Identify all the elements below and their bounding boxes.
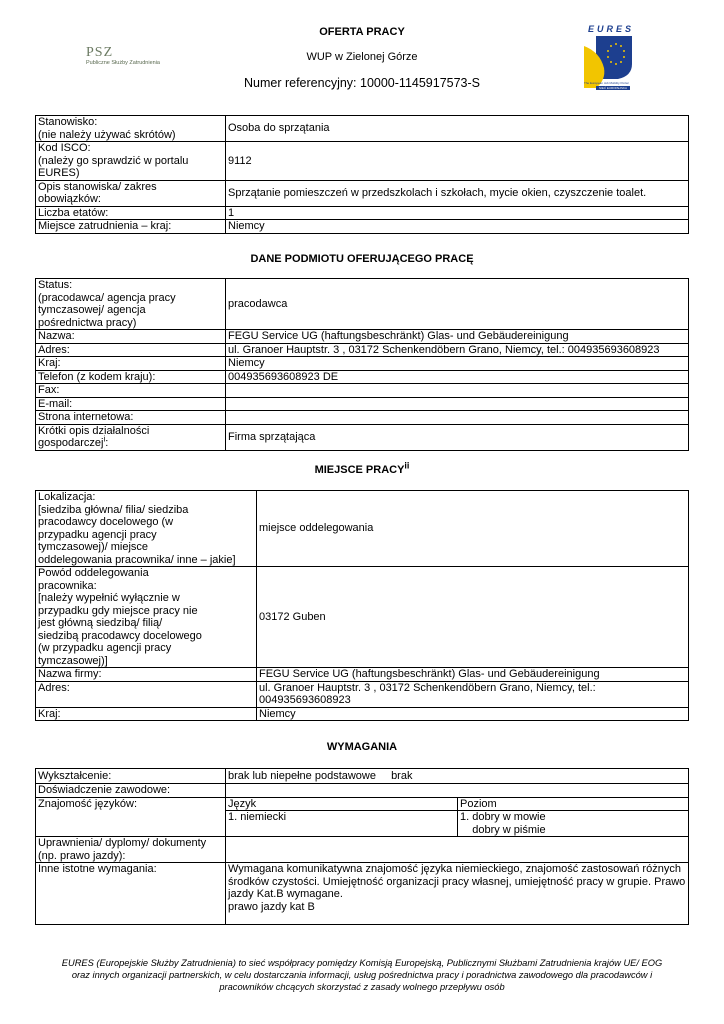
employer-row-status — [36, 279, 689, 330]
req-row-experience — [36, 784, 689, 798]
employer-country-label: Kraj: — [36, 357, 226, 371]
req-education-label: Wykształcenie: — [36, 769, 226, 784]
req-other-label: Inne istotne wymagania: — [36, 863, 226, 925]
workplace-heading: MIEJSCE PRACY — [314, 464, 405, 476]
job-row-isco — [36, 142, 689, 181]
employer-row-address — [36, 343, 689, 357]
job-row-positions-count — [36, 206, 689, 220]
employer-fax-label: Fax: — [36, 384, 226, 398]
req-row-licenses — [36, 837, 689, 863]
employer-row-activity — [36, 424, 689, 450]
psz-logo-subtitle: Publiczne Służby Zatrudnienia — [86, 60, 160, 66]
employer-activity-label-cell — [36, 424, 226, 450]
footnote-ii: ii — [404, 460, 410, 471]
req-row-languages-header — [36, 797, 689, 811]
employer-table — [35, 278, 689, 451]
employer-address-value: ul. Granoer Hauptstr. 3 , 03172 Schenkendöbern Grano, Niemcy, tel.: 004935693608923 — [226, 343, 689, 357]
employer-email-label: E-mail: — [36, 397, 226, 411]
eures-logo — [582, 24, 634, 92]
office-name: WUP w Zielonej Górze — [306, 51, 418, 63]
lang-language-value: 1. niemiecki — [226, 811, 458, 837]
req-experience-value — [226, 784, 689, 798]
employer-address-label: Adres: — [36, 343, 226, 357]
employer-row-country — [36, 357, 689, 371]
employer-activity-colon: : — [105, 437, 109, 449]
job-position-value: Osoba do sprzątania — [226, 116, 689, 142]
employer-row-website — [36, 411, 689, 425]
req-experience-label: Doświadczenie zawodowe: — [36, 784, 226, 798]
job-isco-value: 9112 — [226, 142, 689, 181]
job-row-country — [36, 220, 689, 234]
employer-row-phone — [36, 370, 689, 384]
workplace-location-value: miejsce oddelegowania — [257, 491, 689, 567]
psz-logo-text: PSZ — [86, 45, 114, 60]
lang-col-level: Poziom — [458, 797, 689, 811]
employer-phone-label: Telefon (z kodem kraju): — [36, 370, 226, 384]
req-row-education — [36, 769, 689, 784]
job-table — [35, 115, 689, 234]
job-description-value: Sprzątanie pomieszczeń w przedszkolach i szkołach, mycie okien, czyszczenie toalet. — [226, 180, 689, 206]
lang-col-language: Język — [226, 797, 458, 811]
lang-level-value: 1. dobry w mowie dobry w piśmie — [458, 811, 689, 837]
requirements-table — [35, 768, 689, 925]
eures-logo-subtitle-2: SIEĆ EUROPEJSKA — [596, 86, 630, 90]
employer-status-label: Status: (pracodawca/ agencja pracy tymczasowej/ agencja pośrednictwa pracy) — [36, 279, 226, 330]
workplace-row-address — [36, 681, 689, 707]
eures-logo-subtitle: The European Job Mobility Portal — [584, 81, 629, 85]
employer-fax-value — [226, 384, 689, 398]
job-country-label: Miejsce zatrudnienia – kraj: — [36, 220, 226, 234]
employer-row-name — [36, 330, 689, 344]
employer-activity-label: Krótki opis działalności gospodarczej — [38, 424, 150, 449]
req-row-other — [36, 863, 689, 925]
workplace-reason-label: Powód oddelegowania pracownika: [należy wypełnić wyłącznie w przypadku gdy miejsce pracy nie jest główną siedzibą/ filią/ siedzibą pracodawcy docelowego (w przypadku agencji pracy tymczasowej)] — [36, 567, 257, 668]
footer-text: EURES (Europejskie Służby Zatrudnienia) to sieć współpracy pomiędzy Komisją Europejską, Publicznymi Służbami Zatrudnienia krajów UE/ EOG oraz innych organizacji partnerskich, w celu dostarczania informacji, usług pośrednictwa pracy i poradnictwa zawodowego dla pracodawców i pracowników chcących skorzystać z zasady wolnego przepływu osób — [61, 958, 663, 992]
job-country-value: Niemcy — [226, 220, 689, 234]
workplace-row-country — [36, 707, 689, 721]
requirements-heading: WYMAGANIA — [326, 741, 398, 753]
job-description-label: Opis stanowiska/ zakres obowiązków: — [36, 180, 226, 206]
workplace-country-label: Kraj: — [36, 707, 257, 721]
workplace-company-value: FEGU Service UG (haftungsbeschränkt) Glas- und Gebäudereinigung — [257, 668, 689, 682]
workplace-heading-wrap — [262, 460, 462, 476]
footnote-i: i — [103, 434, 106, 444]
workplace-address-label: Adres: — [36, 681, 257, 707]
employer-country-value: Niemcy — [226, 357, 689, 371]
req-languages-label: Znajomość języków: — [36, 797, 226, 837]
workplace-row-company — [36, 668, 689, 682]
reference-number: Numer referencyjny: 10000-1145917573-S — [243, 76, 481, 90]
workplace-row-reason — [36, 567, 689, 668]
employer-website-value — [226, 411, 689, 425]
job-row-description — [36, 180, 689, 206]
job-positions-count-label: Liczba etatów: — [36, 206, 226, 220]
page-title: OFERTA PRACY — [319, 26, 405, 38]
employer-row-fax — [36, 384, 689, 398]
employer-phone-value: 004935693608923 DE — [226, 370, 689, 384]
req-education-value: brak lub niepełne podstawowe — [228, 769, 376, 782]
workplace-location-label: Lokalizacja: [siedziba główna/ filia/ siedziba pracodawcy docelowego (w przypadku agencji pracy tymczasowej)/ miejsce oddelegowania pracownika/ inne – jakie] — [36, 491, 257, 567]
req-education-extra: brak — [391, 769, 413, 782]
workplace-address-value: ul. Granoer Hauptstr. 3 , 03172 Schenkendöbern Grano, Niemcy, tel.: 004935693608923 — [257, 681, 689, 707]
employer-name-label: Nazwa: — [36, 330, 226, 344]
req-licenses-value — [226, 837, 689, 863]
workplace-row-location — [36, 491, 689, 567]
req-other-value: Wymagana komunikatywna znajomość języka niemieckiego, znajomość zastosowań różnych środków czystości. Umiejętność organizacji pracy własnej, umiejętność pracy w grupie. Prawo jazdy Kat.B wymagane. prawo jazdy kat B — [226, 863, 689, 925]
employer-status-value: pracodawca — [226, 279, 689, 330]
job-isco-label: Kod ISCO: (należy go sprawdzić w portalu EURES) — [36, 142, 226, 181]
job-positions-count-value: 1 — [226, 206, 689, 220]
employer-email-value — [226, 397, 689, 411]
req-licenses-label: Uprawnienia/ dyplomy/ dokumenty (np. prawo jazdy): — [36, 837, 226, 863]
workplace-company-label: Nazwa firmy: — [36, 668, 257, 682]
employer-website-label: Strona internetowa: — [36, 411, 226, 425]
workplace-reason-value: 03172 Guben — [257, 567, 689, 668]
job-row-position — [36, 116, 689, 142]
employer-activity-value: Firma sprzątająca — [226, 424, 689, 450]
workplace-country-value: Niemcy — [257, 707, 689, 721]
psz-logo — [86, 46, 186, 67]
req-education-cell — [226, 769, 689, 784]
employer-row-email — [36, 397, 689, 411]
employer-heading: DANE PODMIOTU OFERUJĄCEGO PRACĘ — [250, 253, 474, 265]
workplace-table — [35, 490, 689, 721]
eures-logo-text: EURES — [588, 24, 635, 34]
employer-name-value: FEGU Service UG (haftungsbeschränkt) Glas- und Gebäudereinigung — [226, 330, 689, 344]
job-position-label: Stanowisko: (nie należy używać skrótów) — [36, 116, 226, 142]
